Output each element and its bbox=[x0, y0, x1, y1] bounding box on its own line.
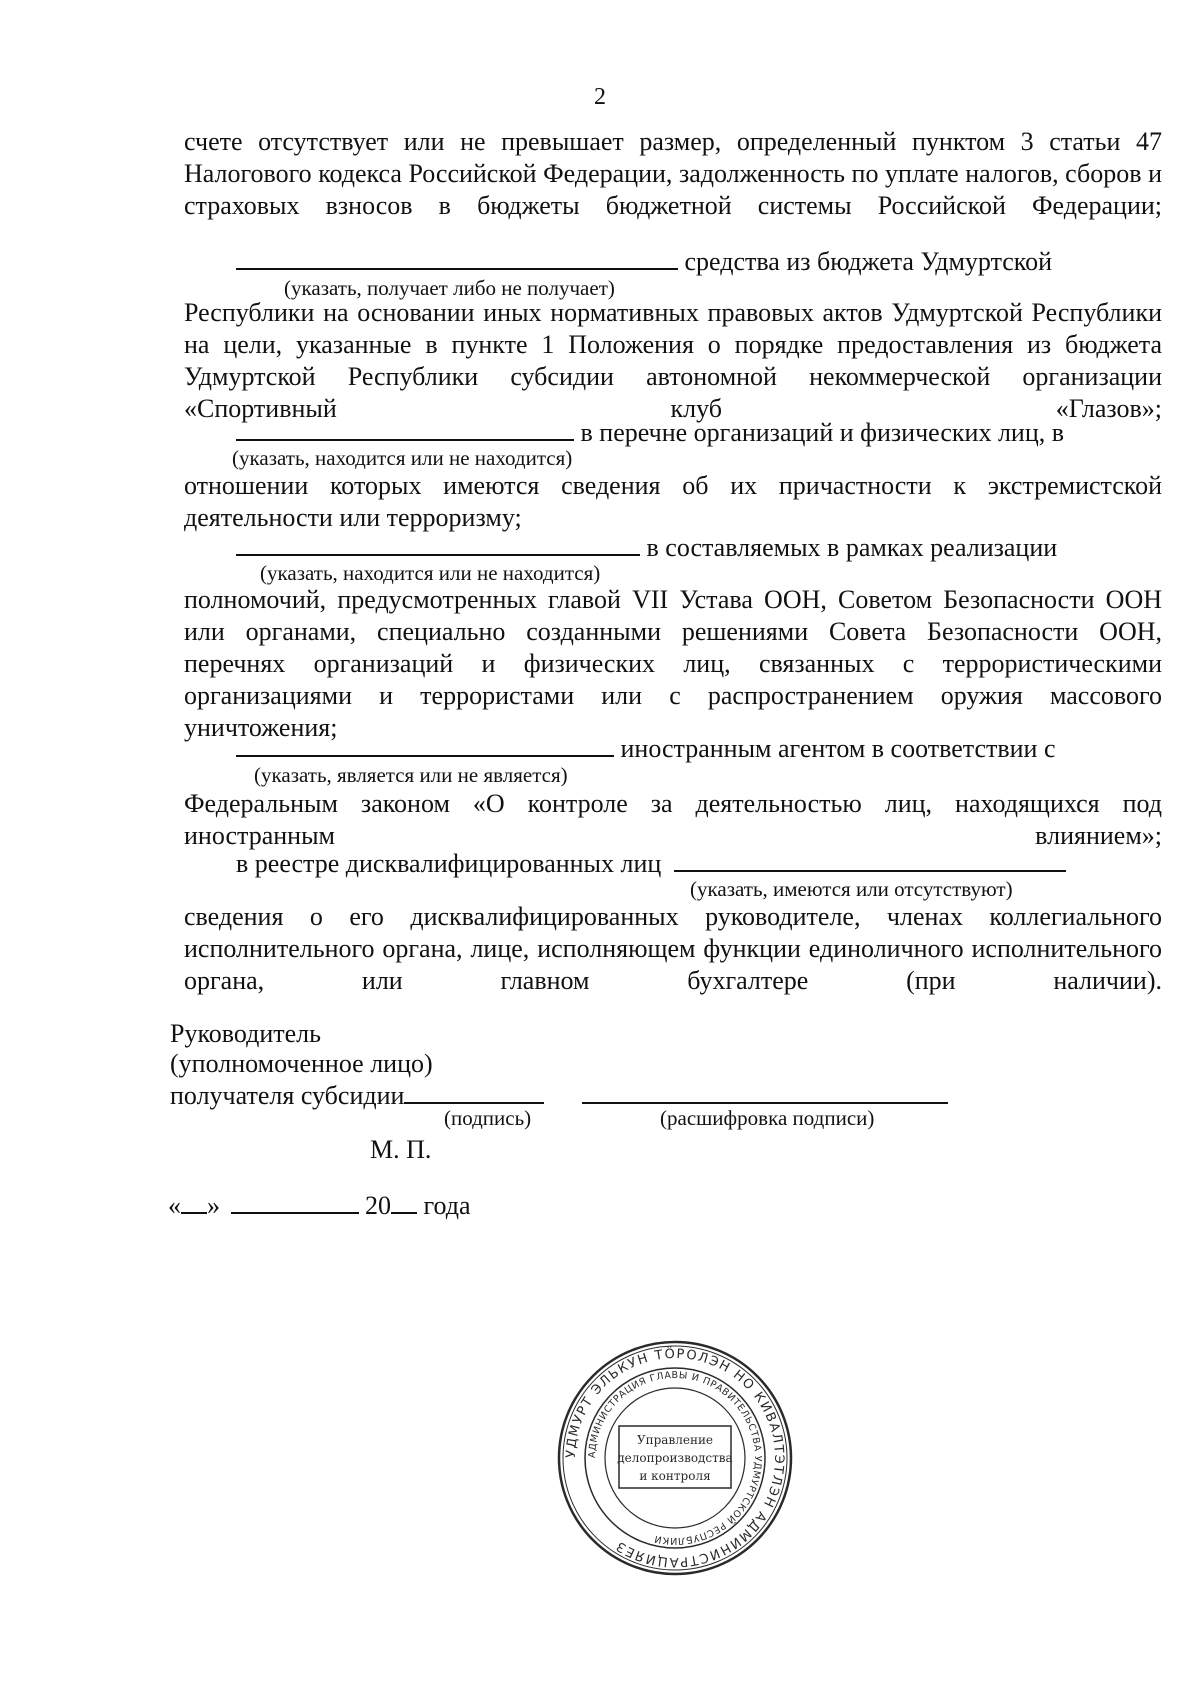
blank-line-foreign-agent bbox=[236, 731, 1056, 765]
paragraph-foreign-agent: Федеральным законом «О контроле за деятельностью лиц, находящихся под иностранным влиянием»; bbox=[184, 789, 1162, 850]
date-suffix: года bbox=[423, 1191, 471, 1220]
date-line bbox=[168, 1188, 471, 1222]
stamp-ring-text: УДМУРТ ЭЛЬКУН ТӦРОЛЭН НО КИВАЛТЭТЛЭН АДМИНИСТРАЦИЯЕЗ bbox=[563, 1346, 787, 1570]
signature-recipient: получателя субсидии bbox=[170, 1081, 405, 1110]
signature-hint: (подпись) bbox=[444, 1106, 532, 1130]
field-hint: (указать, получает либо не получает) bbox=[284, 276, 615, 300]
paragraph-disqualified: сведения о его дисквалифицированных руководителе, членах коллегиального исполнительного органа, лице, исполняющем функции единоличного исполнительного органа, или главном бухгалтере (при наличии). bbox=[184, 902, 1162, 995]
official-stamp bbox=[555, 1338, 795, 1578]
field-hint: (указать, имеются или отсутствуют) bbox=[690, 877, 1013, 901]
paragraph-other-acts: Республики на основании иных нормативных правовых актов Удмуртской Республики на цели, указанные в пункте 1 Положения о порядке предоставления из бюджета Удмуртской Республики субсидии автономной некоммерческой организации «Спортивный клуб «Глазов»; bbox=[184, 298, 1162, 423]
fill-in-blank[interactable] bbox=[236, 415, 574, 441]
blank-line-extremism-list bbox=[236, 415, 1064, 449]
stamp-inner-ring-text: АДМИНИСТРАЦИЯ ГЛАВЫ И ПРАВИТЕЛЬСТВА УДМУРТСКОЙ РЕСПУБЛИКИ bbox=[586, 1369, 764, 1547]
blank-line-text: в реестре дисквалифицированных лиц bbox=[236, 849, 662, 878]
stamp-center-line-2: делопроизводства bbox=[617, 1451, 733, 1465]
date-quote-open: « bbox=[168, 1191, 181, 1220]
stamp-center-line-1: Управление bbox=[636, 1433, 714, 1447]
field-hint: (указать, является или не является) bbox=[254, 763, 568, 787]
signature-decode-hint: (расшифровка подписи) bbox=[660, 1106, 875, 1130]
stamp-center-line-3: и контроля bbox=[639, 1469, 711, 1483]
paragraph-tax-debt: счете отсутствует или не превышает размер, определенный пунктом 3 статьи 47 Налогового кодекса Российской Федерации, задолженность по уплате налогов, сборов и страховых взносов в бюджеты бюджетной системы Российской Федерации; bbox=[184, 127, 1162, 220]
blank-line-text: иностранным агентом в соответствии с bbox=[620, 734, 1056, 763]
signature-title: Руководитель bbox=[170, 1019, 321, 1048]
signature-authorized: (уполномоченное лицо) bbox=[170, 1049, 433, 1078]
page-number: 2 bbox=[594, 84, 606, 110]
blank-line-un-lists bbox=[236, 530, 1057, 564]
fill-in-blank[interactable] bbox=[236, 244, 678, 270]
paragraph-un-lists: полномочий, предусмотренных главой VII Устава ООН, Советом Безопасности ООН или органами, специально созданными решениями Совета Безопасности ООН, перечнях организаций и физических лиц, связанных с террористическими организациями и террористами или с распространением оружия массового уничтожения; bbox=[184, 585, 1162, 742]
date-quote-close: » bbox=[207, 1191, 220, 1220]
field-hint: (указать, находится или не находится) bbox=[260, 561, 601, 585]
date-day-blank[interactable] bbox=[181, 1188, 207, 1214]
fill-in-blank[interactable] bbox=[674, 846, 1066, 872]
fill-in-blank[interactable] bbox=[236, 731, 614, 757]
blank-line-text: средства из бюджета Удмуртской bbox=[684, 247, 1053, 276]
date-month-blank[interactable] bbox=[231, 1188, 359, 1214]
seal-place-mark: М. П. bbox=[370, 1135, 432, 1164]
blank-line-text: в перечне организаций и физических лиц, в bbox=[580, 418, 1065, 447]
blank-line-budget-funds bbox=[236, 244, 1052, 278]
blank-line-text: в составляемых в рамках реализации bbox=[646, 533, 1058, 562]
blank-line-disqualified-registry bbox=[236, 846, 1066, 880]
date-year-blank[interactable] bbox=[391, 1188, 417, 1214]
paragraph-extremism: отношении которых имеются сведения об их причастности к экстремистской деятельности или терроризму; bbox=[184, 471, 1162, 532]
signature-blank[interactable] bbox=[404, 1078, 544, 1104]
signature-decode-blank[interactable] bbox=[582, 1078, 948, 1104]
date-year-prefix: 20 bbox=[365, 1191, 391, 1220]
fill-in-blank[interactable] bbox=[236, 530, 640, 556]
field-hint: (указать, находится или не находится) bbox=[232, 446, 573, 470]
